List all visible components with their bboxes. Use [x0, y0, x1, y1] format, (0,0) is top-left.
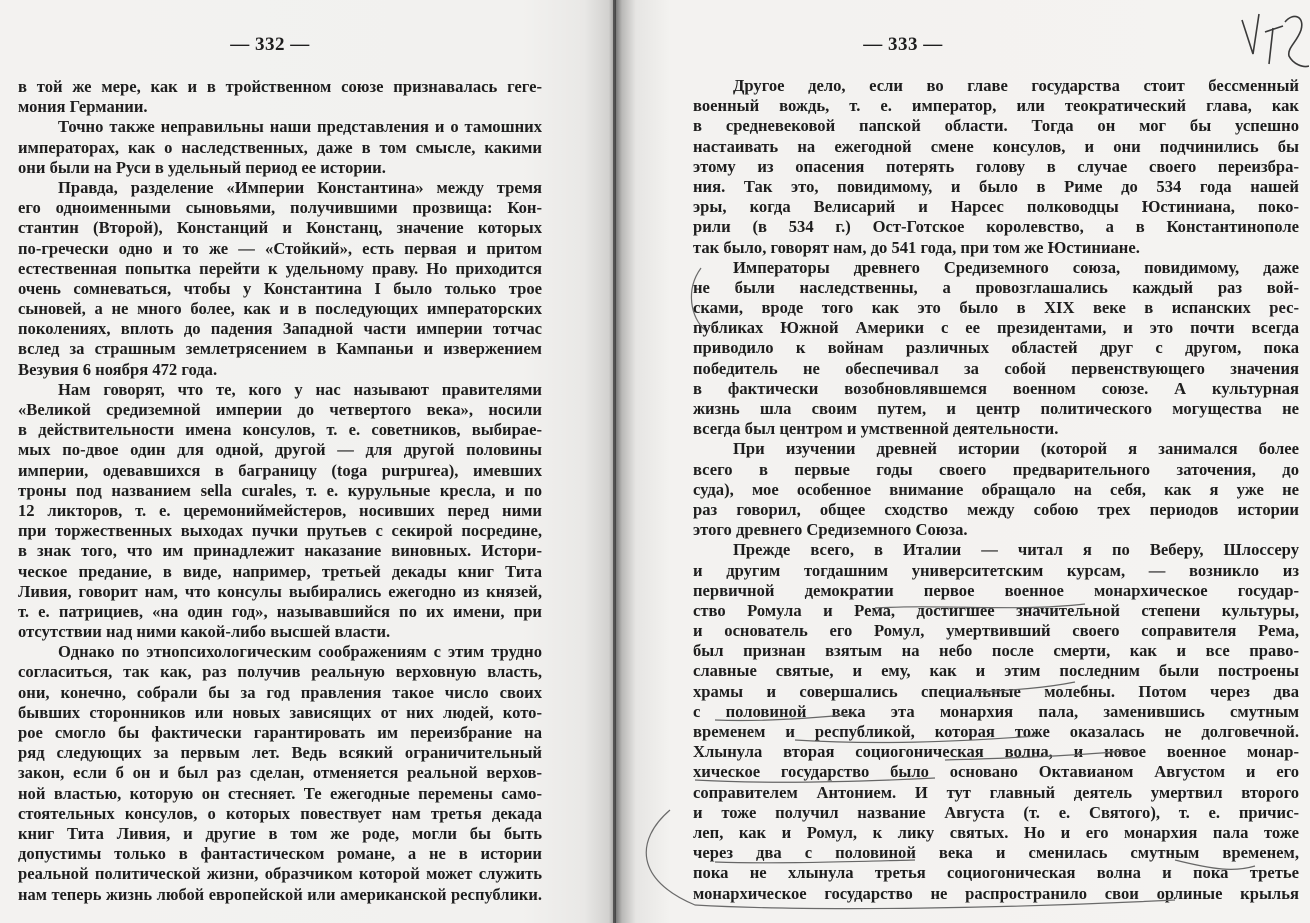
- text-line: они, конечно, собрали бы за год правления такое число своих: [18, 682, 542, 702]
- text-line: временем и республикой, которая тоже оказалась не долговечной.: [693, 722, 1299, 741]
- text-line: они были на Руси в удельный период ее истории.: [18, 157, 386, 177]
- page-number-333: — 333 —: [863, 34, 943, 55]
- text-line: императорах, как о наследственных, даже в том смысле, какими: [18, 137, 542, 157]
- text-line: Нам говорят, что те, кого у нас называют правителями: [58, 379, 542, 399]
- text-line: хическое государство было основано Октавианом Августом и его: [693, 762, 1299, 782]
- text-line: сками, вроде того как это было в XIX веке в испанских рес-: [693, 298, 1299, 318]
- text-line: леп, как и Ромул, к лику святых. Но и его монархия пала тоже: [693, 822, 1299, 842]
- text-line: и другим тогдашним университетским курсам, — возникло из: [693, 560, 1299, 580]
- text-line: через два с половиной века и сменилась смутным временем,: [693, 843, 1299, 863]
- text-line: публиках Южной Америки с ее президентами, и это почти всегда: [693, 318, 1299, 338]
- right-page-text: [693, 76, 1299, 904]
- text-line: монархическое государство не распространило свои орлиные крылья: [693, 883, 1299, 903]
- text-line: ной властью, которую он стесняет. Те ежегодные перемены само-: [18, 783, 542, 803]
- text-line: допустимы только в фантастическом романе, а не в истории: [18, 844, 542, 864]
- text-line: победитель не обеспечивал за собой первенствующего значения: [693, 358, 1299, 378]
- text-line: в фактически возобновлявшемся военном союзе. А культурная: [693, 378, 1299, 398]
- text-line: реальной политической жизни, образчиком которой может служить: [18, 864, 542, 884]
- text-line: При изучении древней истории (которой я занимался более: [733, 439, 1299, 459]
- text-line: эры, когда Велисарий и Нарсес полководцы Юстиниана, поко-: [693, 197, 1299, 217]
- text-line: в той же мере, как и в тройственном союзе признавалась геге-: [18, 77, 542, 96]
- text-line: был признан взятым на небо после смерти, как и все право-: [693, 641, 1299, 661]
- text-line: книг Тита Ливия, и другие в том же роде, могли бы быть: [18, 823, 542, 843]
- text-line: согласиться, так как, раз получив реальную верховную власть,: [18, 662, 542, 682]
- text-line: Точно также неправильны наши представления и о тамошних: [58, 117, 542, 137]
- text-line: и основатель его Ромул, умертвивший своего соправителя Рема,: [693, 621, 1299, 641]
- text-line: суда), мое особенное внимание обращало на себя, как я уже не: [693, 479, 1299, 499]
- handwritten-folio-number: [1233, 2, 1309, 72]
- text-line: приводило к войнам различных областей друг с другом, пока: [693, 338, 1299, 358]
- text-line: настаивать на ежегодной смене консулов, и они подчинились бы: [693, 136, 1299, 156]
- text-line: ческое предание, в виде, например, третьей декады книг Тита: [18, 561, 542, 581]
- text-line: отсутствии над ними какой-либо высшей власти.: [18, 622, 391, 642]
- text-line: храмы и совершались специальные молебны. Потом через два: [693, 681, 1299, 701]
- text-line: раз говорил, общее сходство между собою трех периодов истории: [693, 499, 1299, 519]
- text-line: империи, одевавшихся в баграницу (toga purpurea), имевших: [18, 460, 542, 480]
- text-line: поколениях, вплоть до падения Западной части империи тотчас: [18, 319, 542, 339]
- text-line: в знак того, что им принадлежит наказание виновных. Истори-: [18, 541, 542, 561]
- text-line: бывших сторонников или новых зависящих от них людей, кото-: [18, 702, 542, 722]
- text-line: стоятельных консулов, о которых повествует нам третья декада: [18, 803, 542, 823]
- text-line: по-гречески одно и то же — «Стойкий», есть первая и притом: [18, 238, 542, 258]
- right-page: [615, 0, 1310, 923]
- text-line: первичной демократии первое военное монархическое государ-: [693, 580, 1299, 600]
- text-line: Другое дело, если во главе государства стоит бессменный: [733, 76, 1299, 95]
- text-line: Императоры древнего Средиземного союза, повидимому, даже: [733, 257, 1299, 277]
- text-line: 12 ликторов, т. е. церемониймейстеров, носивших перед ними: [18, 500, 542, 520]
- text-line: рили (в 534 г.) Ост-Готское королевство, а в Константинополе: [693, 217, 1299, 237]
- text-line: так было, говорят нам, до 541 года, при том же Юстиниане.: [693, 237, 1140, 257]
- text-line: в действительности имена консулов, т. е. советников, выбирае-: [18, 420, 542, 440]
- text-line: мых по-двое один для одной, другой — для другой половины: [18, 440, 542, 460]
- text-line: не были наследственны, а провозглашались каждый раз вой-: [693, 277, 1299, 297]
- left-page: [0, 0, 615, 923]
- text-line: ство Ромула и Рема, достигшее значительной степени культуры,: [693, 600, 1299, 620]
- text-line: Правда, разделение «Империи Константина» между тремя: [58, 177, 542, 197]
- text-line: Хлынула вторая социогоническая волна, и новое военное монар-: [693, 742, 1299, 762]
- text-line: Прежде всего, в Италии — читал я по Веберу, Шлоссеру: [733, 540, 1299, 560]
- text-line: жизнь шла своим путем, и центр политического могущества не: [693, 399, 1299, 418]
- text-line: троны под названием sella curales, т. е. курульные кресла, и по: [18, 480, 542, 500]
- book-gutter: [613, 0, 616, 923]
- text-line: и тоже получил название Августа (т. е. Святого), т. е. причис-: [693, 802, 1299, 822]
- text-line: нам теперь жизнь любой европейской или американской республики.: [18, 884, 542, 904]
- text-line: т. е. патрициев, «на один год», называвшийся по их имени, при: [18, 601, 542, 621]
- text-line: вслед за страшным землетрясением в Кампаньи и извержением: [18, 339, 542, 359]
- text-line: закон, если б он и был раз сделан, отменяется реальной верхов-: [18, 763, 542, 783]
- text-line: мония Германии.: [18, 97, 148, 117]
- text-line: военный вождь, т. е. император, или теократический глава, как: [693, 96, 1299, 116]
- text-line: ряд следующих за первым лет. Ведь всякий ограничительный: [18, 743, 542, 763]
- text-line: при торжественных выходах пучки прутьев с секирой посредине,: [18, 521, 542, 541]
- text-line: Везувия 6 ноября 472 года.: [18, 359, 218, 379]
- text-line: Однако по этнопсихологическим соображениям с этим трудно: [58, 642, 542, 662]
- page-number-332: — 332 —: [230, 34, 310, 55]
- text-line: этого древнего Средиземного Союза.: [693, 520, 968, 540]
- text-line: Ливия, говорит нам, что консулы выбирались ежегодно из князей,: [18, 581, 542, 601]
- text-line: пока не хлынула третья социогоническая волна и пока третье: [693, 863, 1299, 883]
- text-line: естественная попытка перейти к удельному праву. Но приходится: [18, 258, 542, 278]
- text-line: очень сомневаться, чтобы у Константина I было только трое: [18, 278, 542, 298]
- text-line: всегда был центром и умственной деятельности.: [693, 419, 1059, 439]
- text-line: этому из опасения потерять голову в случае своего переизбра-: [693, 156, 1299, 176]
- text-line: рое смогло бы фактически гарантировать им переизбрание на: [18, 723, 542, 742]
- text-line: с половиной века эта монархия пала, заменившись смутным: [693, 701, 1299, 721]
- text-line: славные святые, и ему, как и этим последним были построены: [693, 661, 1299, 681]
- text-line: стантин (Второй), Констанций и Констанц, значение которых: [18, 218, 542, 238]
- text-line: всего в первые годы своего предварительного заточения, до: [693, 459, 1299, 479]
- left-page-text: [18, 77, 542, 905]
- text-line: соправителем Антонием. И тут главный деятель умертвил второго: [693, 782, 1299, 802]
- text-line: ния. Так это, повидимому, и было в Риме до 534 года нашей: [693, 176, 1299, 196]
- text-line: его одноименными сыновьями, получившими прозвища: Кон-: [18, 198, 542, 218]
- text-line: в средневековой папской области. Тогда он мог бы успешно: [693, 116, 1299, 136]
- text-line: сыновей, а не много более, как и в последующих императорских: [18, 299, 542, 319]
- text-line: «Великой средиземной империи до четвертого века», носили: [18, 400, 542, 419]
